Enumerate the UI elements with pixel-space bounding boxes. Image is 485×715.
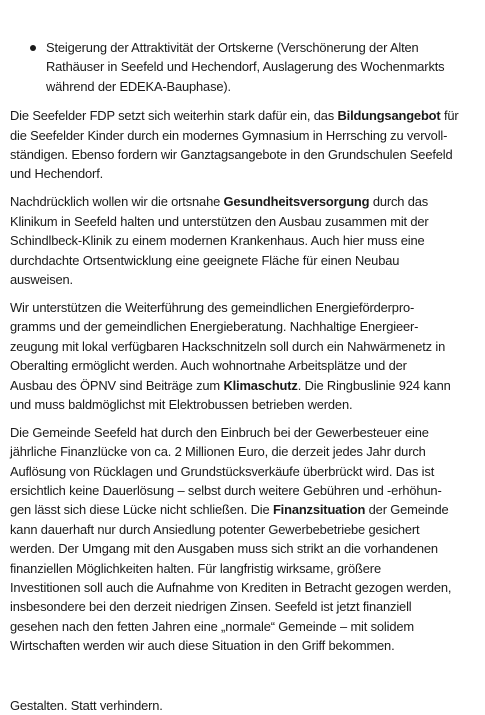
paragraph-gesundheit [10, 192, 482, 289]
text-line: ständigen. Ebenso fordern wir Ganztagsangebote in den Grundschulen Seefeld [10, 147, 453, 163]
bullet-line: Rathäuser in Seefeld und Hechendorf, Auslagerung des Wochenmarkts [46, 59, 445, 75]
text-line: jährliche Finanzlücke von ca. 2 Millionen Euro, die derzeit jedes Jahr durch [10, 444, 426, 460]
paragraph-klimaschutz [10, 298, 482, 414]
text-line: und Hechendorf. [10, 166, 104, 182]
text-line: ausweisen. [10, 271, 73, 287]
paragraph-finanzen [10, 423, 482, 656]
text-line [10, 376, 482, 395]
text-line: Oberalting ermöglicht werden. Auch wohnortnahe Arbeitsplätze und der [10, 358, 407, 374]
text-line: gesehen nach den fetten Jahren eine „normale“ Gemeinde – mit solidem [10, 618, 414, 634]
bullet-item-ortskerne [10, 38, 482, 96]
text-line: Wir unterstützen die Weiterführung des gemeindlichen Energieförderpro- [10, 299, 415, 315]
text-run: gen lässt sich diese Lücke nicht schließen. Die [10, 502, 273, 518]
text-line [10, 106, 482, 125]
text-run: . Die Ringbuslinie 924 kann [297, 377, 451, 393]
closing-slogan: Gestalten. Statt verhindern. [10, 697, 163, 713]
text-line: finanziellen Möglichkeiten halten. Für langfristig wirksame, größere [10, 560, 381, 576]
text-line: Wirtschaften werden wir auch diese Situation in den Griff bekommen. [10, 638, 395, 654]
text-line: Die Gemeinde Seefeld hat durch den Einbruch bei der Gewerbesteuer eine [10, 424, 429, 440]
text-line: Schindlbeck-Klinik zu einem modernen Krankenhaus. Auch hier muss eine [10, 233, 425, 249]
text-line: werden. Der Umgang mit den Ausgaben muss sich strikt an die vorhandenen [10, 541, 438, 557]
paragraph-bildung [10, 106, 482, 184]
bullet-dot-icon [30, 45, 36, 51]
keyword-finanzsituation: Finanzsituation [272, 502, 366, 518]
text-line: Klinikum in Seefeld halten und unterstützen den Ausbau zusammen mit der [10, 213, 429, 229]
bullet-list [10, 38, 482, 96]
text-line: Auflösung von Rücklagen und Grundstücksverkäufe überbrückt wird. Das ist [10, 463, 435, 479]
text-line: durchdachte Ortsentwicklung eine geeignete Fläche für einen Neubau [10, 252, 400, 268]
text-line: gramms und der gemeindlichen Energieberatung. Nachhaltige Energieer- [10, 319, 419, 335]
text-line: Investitionen soll auch die Aufnahme von Krediten in Betracht gezogen werden, [10, 580, 452, 596]
text-line: kann dauerhaft nur durch Ansiedlung potenter Gewerbebetriebe gesichert [10, 521, 420, 537]
text-run: der Gemeinde [365, 502, 449, 518]
text-line: ersichtlich keine Dauerlösung – selbst durch weitere Gebühren und -erhöhun- [10, 483, 442, 499]
text-line: zeugung mit lokal verfügbaren Hackschnitzeln soll durch ein Nahwärmenetz in [10, 338, 446, 354]
document-page [10, 38, 482, 715]
bullet-line: während der EDEKA-Bauphase). [46, 78, 231, 94]
text-line [10, 500, 482, 519]
bullet-line: Steigerung der Attraktivität der Ortskerne (Verschönerung der Alten [46, 40, 419, 55]
text-run: Die Seefelder FDP setzt sich weiterhin stark dafür ein, das [10, 108, 338, 124]
keyword-gesundheitsversorgung: Gesundheitsversorgung [223, 194, 370, 210]
text-line: insbesondere bei den derzeit niedrigen Zinsen. Seefeld ist jetzt finanziell [10, 599, 412, 615]
text-run: Nachdrücklich wollen wir die ortsnahe [10, 194, 224, 210]
text-line: die Seefelder Kinder durch ein modernes Gymnasium in Herrsching zu vervoll- [10, 127, 448, 143]
text-run: für [440, 108, 459, 124]
keyword-bildungsangebot: Bildungsangebot [337, 108, 441, 124]
text-line [10, 192, 482, 211]
text-line: und muss baldmöglichst mit Elektrobussen betrieben werden. [10, 396, 353, 412]
keyword-klimaschutz: Klimaschutz [223, 377, 298, 393]
text-run: durch das [369, 194, 429, 210]
text-run: Ausbau des ÖPNV sind Beiträge zum [10, 377, 224, 393]
